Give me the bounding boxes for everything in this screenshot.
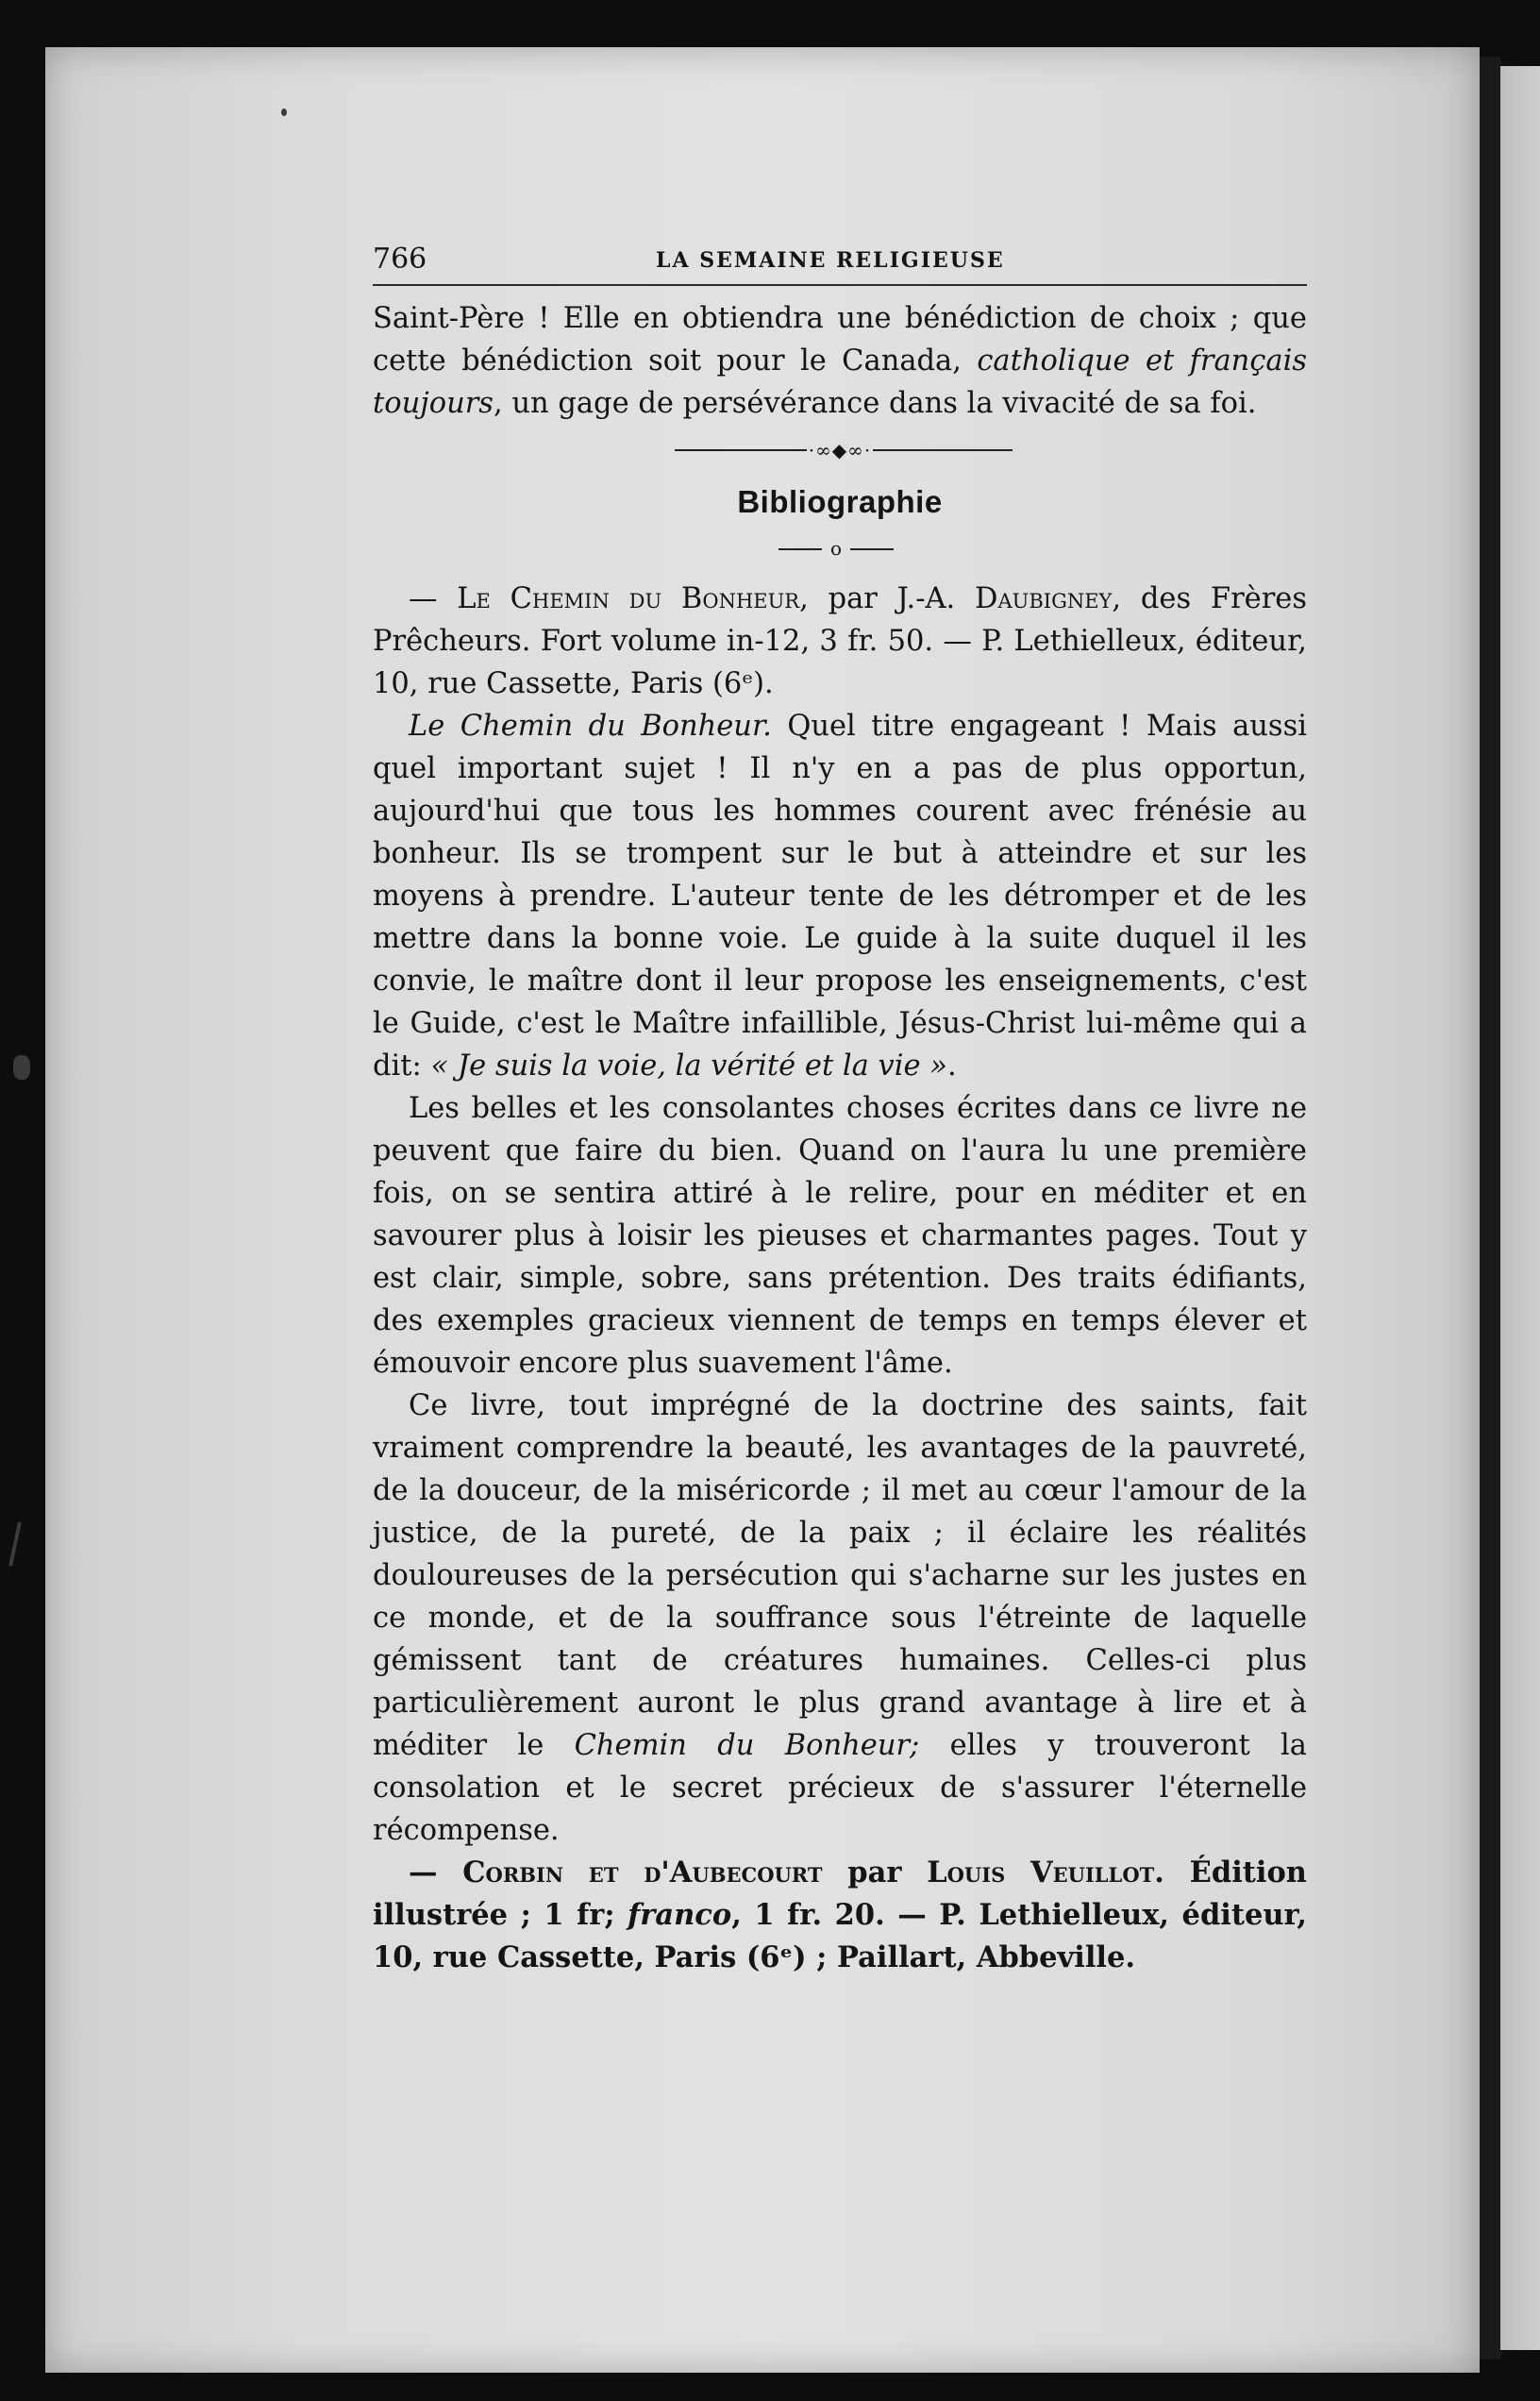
page-content [373,241,1307,1979]
bibliography-body [373,578,1307,1979]
text-run: . Édition illustrée ; 1 fr; [373,1855,1307,1932]
section-title: Bibliographie [737,484,943,519]
text-run: , un gage de persévérance dans la vivacité de sa foi. [493,387,1257,420]
book-title: Corbin et d'Aubecourt [462,1855,823,1889]
running-head [373,241,1307,286]
text-run: Quel titre engageant ! Mais aussi quel important sujet ! Il n'y en a pas de plus opportun, aujourd'hui que tous les hommes courent avec frénésie au bonheur. Ils se trompent sur le but à atteindre et sur les moyens à prendre. L'auteur tente de les détromper et de les mettre dans la bonne voie. Le guide à la suite duquel il les convie, le maître dont il leur propose les enseignements, c'est le Guide, c'est le Maître infaillible, Jésus-Christ lui-même qui a dit: [373,710,1307,1083]
bibliography-entry-2 [373,1852,1307,1979]
text-run: , des Frères Prêcheurs. Fort volume in-12, 3 fr. 50. — P. Lethielleux, éditeur, 10, rue Cassette, Paris (6ᵉ). [373,582,1307,700]
quote: « Je suis la voie, la vérité et la vie » [430,1049,947,1083]
divider-ornament: ·∞◆∞· [808,439,872,462]
book-title: Le Chemin du Bonheur [457,582,800,615]
italic-run: Le Chemin du Bonheur. [409,710,772,743]
divider-mark: o [829,537,843,560]
text-run: — [409,1855,463,1889]
text-run: elles y trouveront la consolation et le secret précieux de s'assurer l'éternelle récompense. [373,1729,1307,1847]
section-divider [373,434,1307,466]
italic-run: catholique et français toujours [373,344,1307,420]
text-run: Ce livre, tout imprégné de la doctrine des saints, fait vraiment comprendre la beauté, les avantages de la pauvreté, de la douceur, de la miséricorde ; il met au cœur l'amour de la justice, de la pureté, de la paix ; il éclaire les réalités douloureuses de la persécution qui s'acharne sur les justes en ce monde, et de la souffrance sous l'étreinte de laquelle gémissent tant de créatures humaines. Celles-ci plus particulièrement auront le plus grand avantage à lire et à méditer le [373,1389,1307,1762]
text-run: . [946,1049,957,1083]
page-number: 766 [373,243,427,276]
text-run: Saint-Père ! Elle en obtiendra une bénédiction de choix ; que cette bénédiction soit pour le Canada, [373,302,1307,378]
bibliography-entry-1 [373,578,1307,705]
divider-line [675,449,807,451]
text-run: — [409,582,458,615]
scan-speck [281,109,287,116]
continuation-text [373,297,1307,425]
scan-speck [13,1055,30,1080]
text-run: par [822,1855,928,1889]
text-run: , 1 fr. 20. — P. Lethielleux, éditeur, 10, rue Cassette, Paris (6ᵉ) ; Paillart, Abbeville. [373,1898,1307,1974]
divider-line [778,548,822,550]
divider-line [850,548,894,550]
text-run: , par J.-A. [799,582,976,615]
author-name: Louis Veuillot [927,1855,1155,1889]
italic-run: franco [628,1898,732,1932]
review-paragraph-1 [373,705,1307,1087]
adjacent-page-edge [1500,66,1540,2350]
title-divider [373,532,1307,564]
review-paragraph-3 [373,1385,1307,1852]
italic-run: Chemin du Bonheur; [574,1729,920,1762]
running-title: LA SEMAINE RELIGIEUSE [656,248,1005,273]
scan-speck [8,1521,22,1567]
page-gutter [1480,57,1500,2359]
author-name: Daubigney [975,582,1113,615]
divider-line [873,449,1013,451]
review-paragraph-2: Les belles et les consolantes choses écrites dans ce livre ne peuvent que faire du bien. Quand on l'aura lu une première fois, on se sentira attiré à le relire, pour en méditer et en savourer plus à loisir les pieuses et charmantes pages. Tout y est clair, simple, sobre, sans prétention. Des traits édifiants, des exemples gracieux viennent de temps en temps élever et émouvoir encore plus suavement l'âme. [373,1092,1307,1380]
continuation-paragraph [373,297,1307,425]
